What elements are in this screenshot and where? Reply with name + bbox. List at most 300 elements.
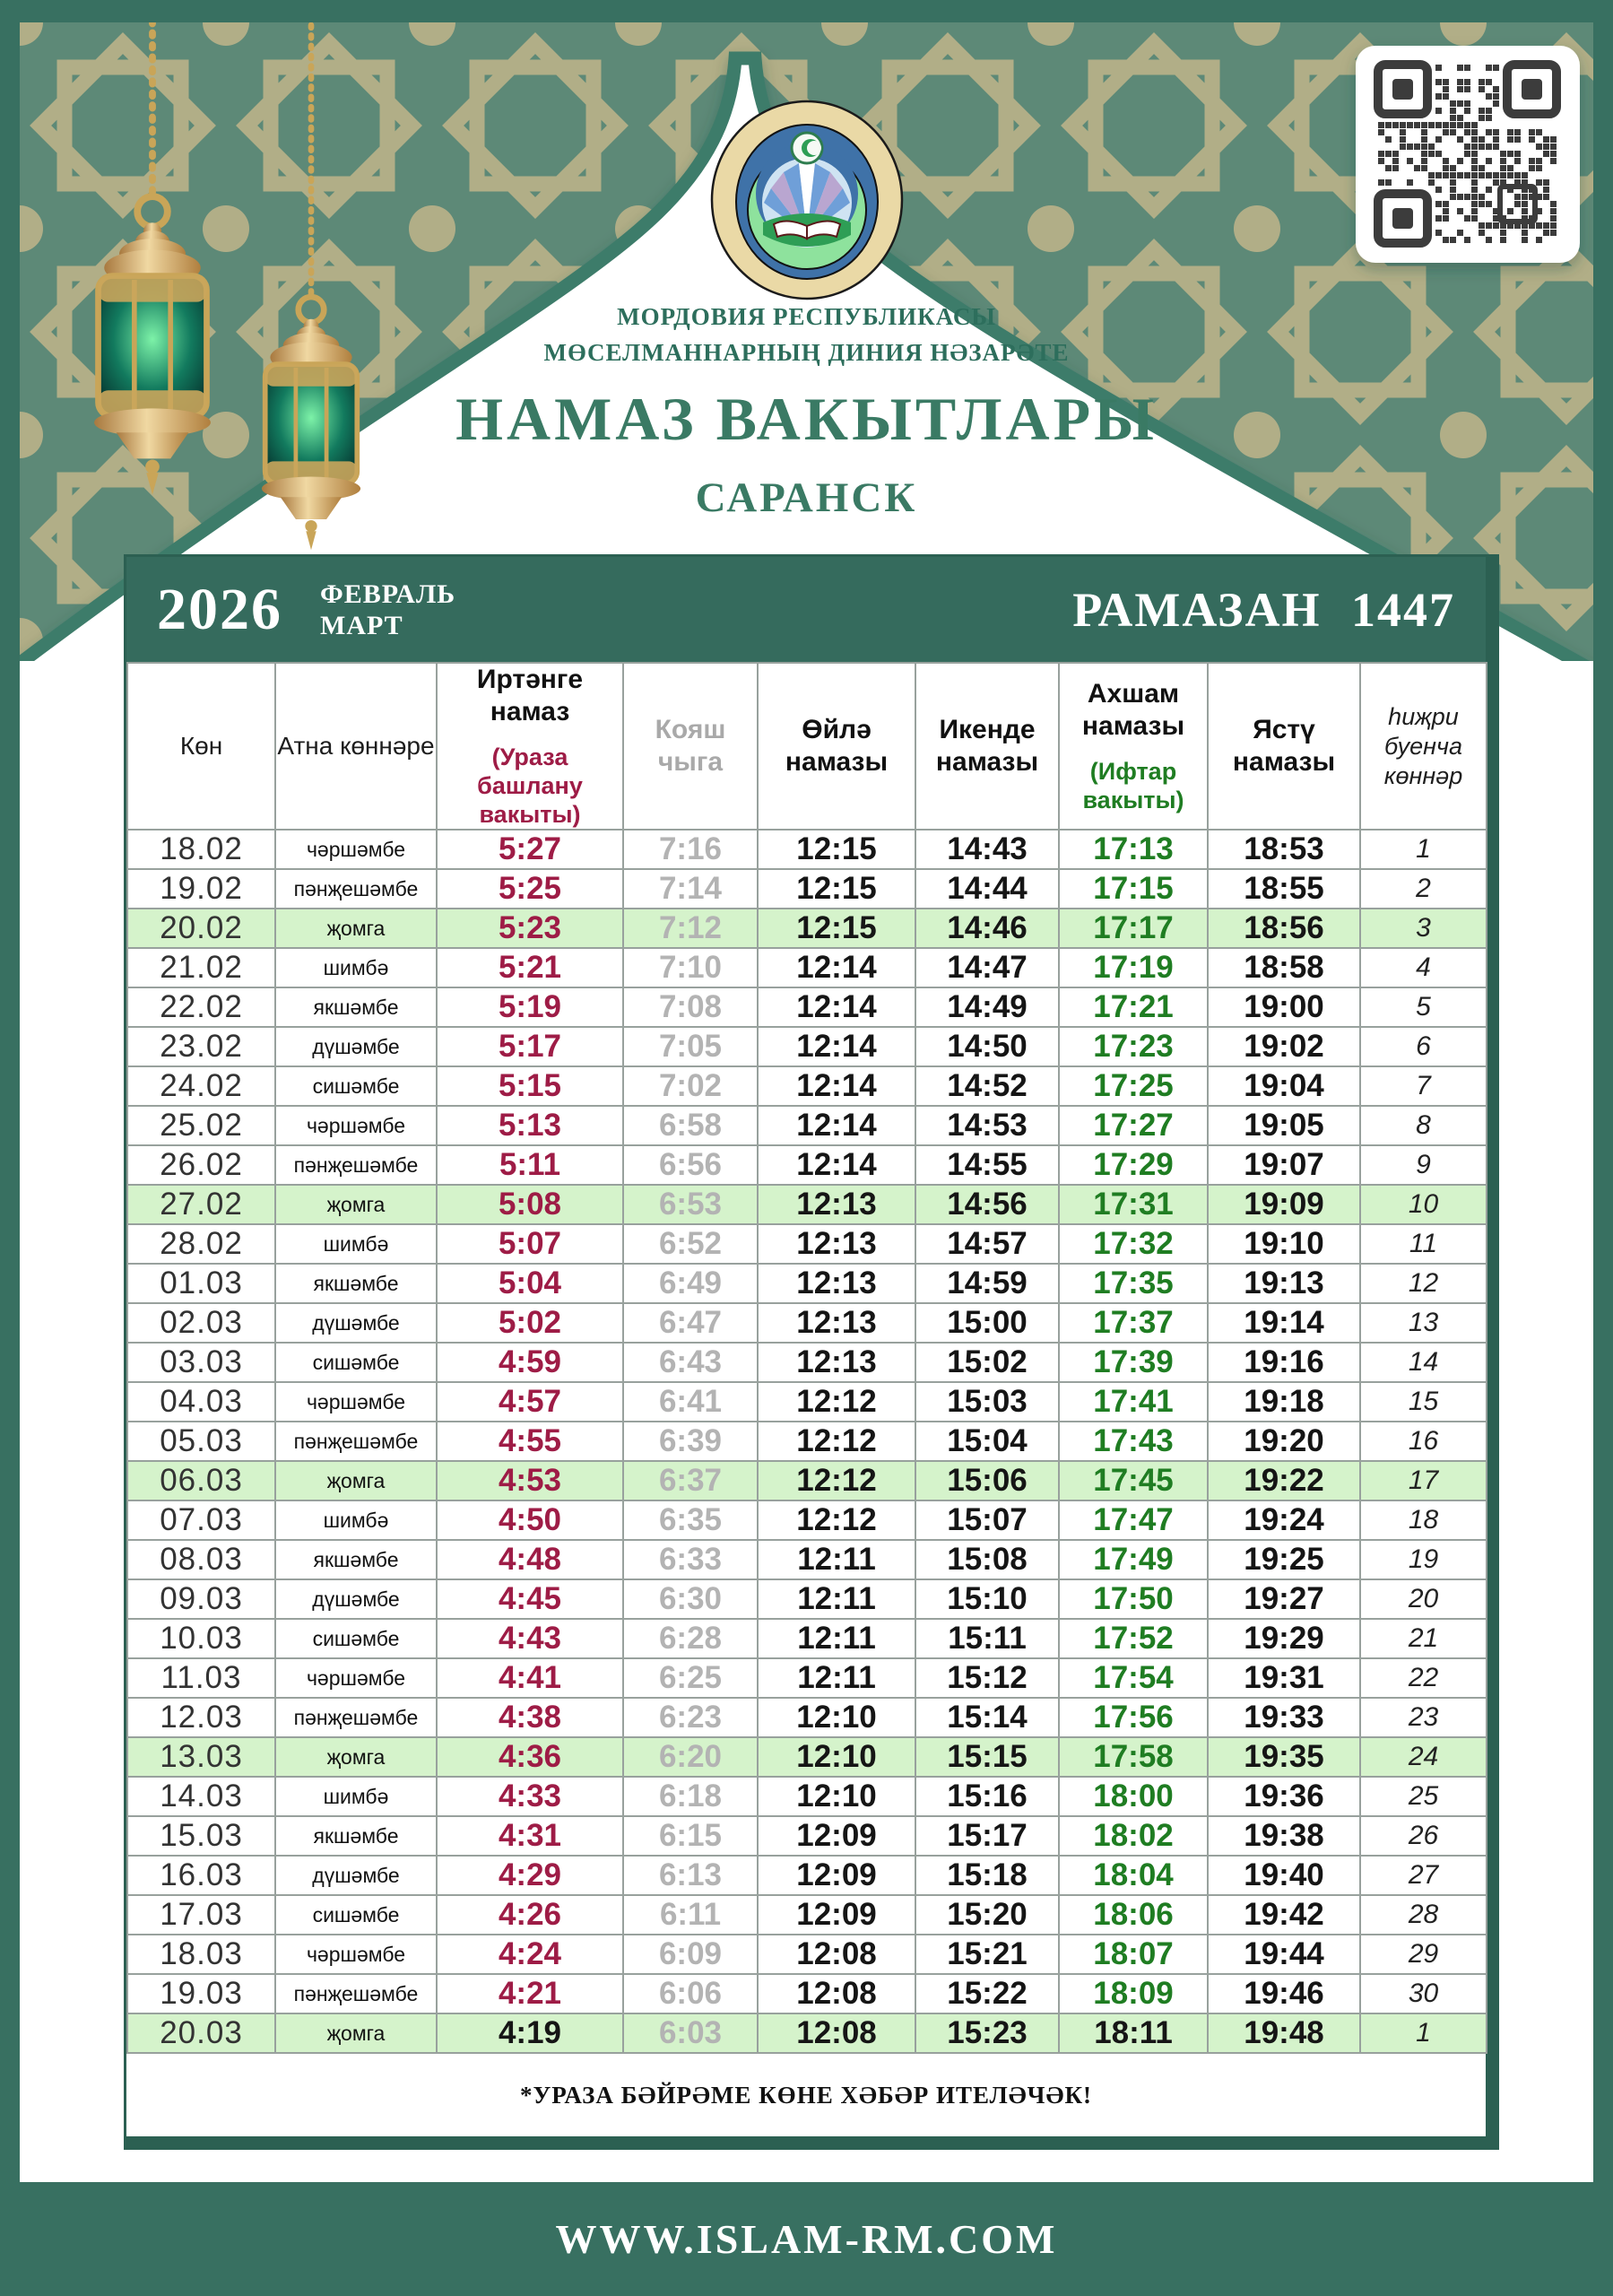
fajr-time-cell: 4:33 — [437, 1777, 623, 1816]
weekday-cell: пәнҗешәмбе — [275, 1145, 437, 1185]
dhuhr-time-cell: 12:08 — [758, 2013, 915, 2053]
table-row — [127, 909, 1487, 948]
fajr-time-cell: 4:19 — [437, 2013, 623, 2053]
fajr-time-cell: 5:11 — [437, 1145, 623, 1185]
table-row — [127, 1224, 1487, 1264]
hijri-day-cell: 15 — [1360, 1382, 1487, 1422]
isha-time-cell: 19:31 — [1208, 1658, 1360, 1698]
table-row — [127, 1698, 1487, 1737]
maghrib-time-cell: 17:27 — [1059, 1106, 1208, 1145]
fajr-time-cell: 4:53 — [437, 1461, 623, 1500]
asr-time-cell: 15:22 — [915, 1974, 1059, 2013]
isha-time-cell: 19:44 — [1208, 1935, 1360, 1974]
dhuhr-time-cell: 12:14 — [758, 1066, 915, 1106]
date-cell: 23.02 — [127, 1027, 275, 1066]
fajr-time-cell: 5:19 — [437, 987, 623, 1027]
year-label: 2026 — [157, 576, 282, 642]
weekday-cell: сишәмбе — [275, 1343, 437, 1382]
weekday-cell: шимбә — [275, 1777, 437, 1816]
dhuhr-time-cell: 12:13 — [758, 1224, 915, 1264]
date-cell: 12.03 — [127, 1698, 275, 1737]
table-row — [127, 1422, 1487, 1461]
dhuhr-time-cell: 12:14 — [758, 948, 915, 987]
asr-time-cell: 15:04 — [915, 1422, 1059, 1461]
weekday-cell: шимбә — [275, 1500, 437, 1540]
weekday-cell: якшәмбе — [275, 1540, 437, 1579]
hijri-day-cell: 28 — [1360, 1895, 1487, 1935]
dhuhr-time-cell: 12:12 — [758, 1422, 915, 1461]
table-row — [127, 1382, 1487, 1422]
table-row — [127, 1145, 1487, 1185]
col-header-dhuhr: Өйлә намазы — [758, 663, 915, 830]
maghrib-time-cell: 18:02 — [1059, 1816, 1208, 1856]
date-cell: 03.03 — [127, 1343, 275, 1382]
dhuhr-time-cell: 12:10 — [758, 1777, 915, 1816]
maghrib-time-cell: 17:35 — [1059, 1264, 1208, 1303]
fajr-time-cell: 5:02 — [437, 1303, 623, 1343]
hijri-day-cell: 12 — [1360, 1264, 1487, 1303]
weekday-cell: шимбә — [275, 1224, 437, 1264]
asr-time-cell: 14:46 — [915, 909, 1059, 948]
sunrise-time-cell: 6:03 — [623, 2013, 758, 2053]
isha-time-cell: 19:20 — [1208, 1422, 1360, 1461]
asr-time-cell: 14:52 — [915, 1066, 1059, 1106]
maghrib-time-cell: 18:09 — [1059, 1974, 1208, 2013]
hijri-day-cell: 20 — [1360, 1579, 1487, 1619]
sunrise-time-cell: 6:13 — [623, 1856, 758, 1895]
asr-time-cell: 15:10 — [915, 1579, 1059, 1619]
col-header-fajr: Иртәнге намаз (Ураза башлану вакыты) — [437, 663, 623, 830]
asr-time-cell: 15:12 — [915, 1658, 1059, 1698]
table-row — [127, 948, 1487, 987]
isha-time-cell: 19:36 — [1208, 1777, 1360, 1816]
date-cell: 14.03 — [127, 1777, 275, 1816]
date-cell: 19.03 — [127, 1974, 275, 2013]
hijri-day-cell: 29 — [1360, 1935, 1487, 1974]
isha-time-cell: 19:35 — [1208, 1737, 1360, 1777]
maghrib-time-cell: 17:37 — [1059, 1303, 1208, 1343]
date-cell: 05.03 — [127, 1422, 275, 1461]
asr-time-cell: 15:20 — [915, 1895, 1059, 1935]
weekday-cell: дүшәмбе — [275, 1027, 437, 1066]
hijri-day-cell: 1 — [1360, 830, 1487, 869]
weekday-cell: чәршәмбе — [275, 1935, 437, 1974]
maghrib-time-cell: 17:19 — [1059, 948, 1208, 987]
sunrise-time-cell: 6:53 — [623, 1185, 758, 1224]
isha-time-cell: 19:00 — [1208, 987, 1360, 1027]
website-url: WWW.ISLAM-RM.COM — [555, 2216, 1058, 2262]
maghrib-time-cell: 17:56 — [1059, 1698, 1208, 1737]
hijri-day-cell: 30 — [1360, 1974, 1487, 2013]
maghrib-time-cell: 17:39 — [1059, 1343, 1208, 1382]
table-row — [127, 1974, 1487, 2013]
table-row — [127, 869, 1487, 909]
isha-time-cell: 19:46 — [1208, 1974, 1360, 2013]
asr-time-cell: 15:03 — [915, 1382, 1059, 1422]
isha-time-cell: 19:07 — [1208, 1145, 1360, 1185]
eid-note: *УРАЗА БӘЙРӘМЕ КӨНЕ ХӘБӘР ИТЕЛӘЧӘК! — [519, 2081, 1093, 2109]
hijri-day-cell: 19 — [1360, 1540, 1487, 1579]
weekday-cell: шимбә — [275, 948, 437, 987]
hijri-day-cell: 13 — [1360, 1303, 1487, 1343]
asr-time-cell: 14:43 — [915, 830, 1059, 869]
isha-time-cell: 19:33 — [1208, 1698, 1360, 1737]
asr-time-cell: 14:44 — [915, 869, 1059, 909]
sunrise-time-cell: 6:41 — [623, 1382, 758, 1422]
fajr-time-cell: 5:27 — [437, 830, 623, 869]
fajr-time-cell: 5:25 — [437, 869, 623, 909]
isha-time-cell: 19:38 — [1208, 1816, 1360, 1856]
dhuhr-time-cell: 12:11 — [758, 1540, 915, 1579]
isha-time-cell: 19:18 — [1208, 1382, 1360, 1422]
weekday-cell: дүшәмбе — [275, 1303, 437, 1343]
months-label — [320, 578, 455, 641]
maghrib-time-cell: 17:17 — [1059, 909, 1208, 948]
fajr-time-cell: 5:04 — [437, 1264, 623, 1303]
date-cell: 15.03 — [127, 1816, 275, 1856]
asr-time-cell: 15:07 — [915, 1500, 1059, 1540]
dhuhr-time-cell: 12:13 — [758, 1264, 915, 1303]
sunrise-time-cell: 6:35 — [623, 1500, 758, 1540]
ramadan-label: РАМАЗАН 1447 — [1072, 582, 1455, 637]
weekday-cell: чәршәмбе — [275, 830, 437, 869]
dhuhr-time-cell: 12:15 — [758, 869, 915, 909]
date-cell: 18.03 — [127, 1935, 275, 1974]
weekday-cell: сишәмбе — [275, 1619, 437, 1658]
org-name-line2: МӨСЕЛМАННАРНЫҢ ДИНИЯ НӘЗАРӘТЕ — [543, 339, 1070, 366]
maghrib-time-cell: 17:45 — [1059, 1461, 1208, 1500]
fajr-time-cell: 5:08 — [437, 1185, 623, 1224]
dhuhr-time-cell: 12:13 — [758, 1185, 915, 1224]
muftiate-emblem-logo — [709, 99, 905, 301]
date-cell: 13.03 — [127, 1737, 275, 1777]
table-row — [127, 987, 1487, 1027]
sunrise-time-cell: 6:11 — [623, 1895, 758, 1935]
isha-time-cell: 19:29 — [1208, 1619, 1360, 1658]
maghrib-time-cell: 18:07 — [1059, 1935, 1208, 1974]
sunrise-time-cell: 6:56 — [623, 1145, 758, 1185]
col-header-maghrib: Ахшам намазы (Ифтар вакыты) — [1059, 663, 1208, 830]
weekday-cell: пәнҗешәмбе — [275, 869, 437, 909]
fajr-time-cell: 4:21 — [437, 1974, 623, 2013]
isha-time-cell: 19:25 — [1208, 1540, 1360, 1579]
sunrise-time-cell: 7:14 — [623, 869, 758, 909]
dhuhr-time-cell: 12:11 — [758, 1658, 915, 1698]
table-row — [127, 1500, 1487, 1540]
sunrise-time-cell: 6:23 — [623, 1698, 758, 1737]
date-cell: 22.02 — [127, 987, 275, 1027]
fajr-time-cell: 5:23 — [437, 909, 623, 948]
dhuhr-time-cell: 12:15 — [758, 830, 915, 869]
sunrise-time-cell: 7:05 — [623, 1027, 758, 1066]
dhuhr-time-cell: 12:12 — [758, 1461, 915, 1500]
sunrise-time-cell: 6:25 — [623, 1658, 758, 1698]
table-row — [127, 1579, 1487, 1619]
asr-time-cell: 14:56 — [915, 1185, 1059, 1224]
dhuhr-time-cell: 12:11 — [758, 1619, 915, 1658]
sunrise-time-cell: 6:43 — [623, 1343, 758, 1382]
maghrib-time-cell: 17:41 — [1059, 1382, 1208, 1422]
weekday-cell: җомга — [275, 1461, 437, 1500]
table-row — [127, 1540, 1487, 1579]
hijri-day-cell: 1 — [1360, 2013, 1487, 2053]
table-row — [127, 1106, 1487, 1145]
sunrise-time-cell: 6:15 — [623, 1816, 758, 1856]
table-row — [127, 1461, 1487, 1500]
weekday-cell: сишәмбе — [275, 1895, 437, 1935]
date-cell: 28.02 — [127, 1224, 275, 1264]
fajr-time-cell: 5:13 — [437, 1106, 623, 1145]
sunrise-time-cell: 6:58 — [623, 1106, 758, 1145]
asr-time-cell: 15:00 — [915, 1303, 1059, 1343]
hijri-day-cell: 11 — [1360, 1224, 1487, 1264]
calendar-band — [126, 557, 1486, 662]
date-cell: 11.03 — [127, 1658, 275, 1698]
isha-time-cell: 19:09 — [1208, 1185, 1360, 1224]
table-row — [127, 1816, 1487, 1856]
table-row — [127, 1619, 1487, 1658]
footer-band — [0, 2182, 1613, 2296]
sunrise-time-cell: 6:47 — [623, 1303, 758, 1343]
maghrib-time-cell: 18:11 — [1059, 2013, 1208, 2053]
weekday-cell: җомга — [275, 1737, 437, 1777]
asr-time-cell: 15:16 — [915, 1777, 1059, 1816]
sunrise-time-cell: 6:20 — [623, 1737, 758, 1777]
asr-time-cell: 14:57 — [915, 1224, 1059, 1264]
date-cell: 09.03 — [127, 1579, 275, 1619]
dhuhr-time-cell: 12:11 — [758, 1579, 915, 1619]
hijri-day-cell: 5 — [1360, 987, 1487, 1027]
sunrise-time-cell: 6:09 — [623, 1935, 758, 1974]
fajr-time-cell: 4:26 — [437, 1895, 623, 1935]
sunrise-time-cell: 7:12 — [623, 909, 758, 948]
maghrib-time-cell: 17:21 — [1059, 987, 1208, 1027]
hijri-day-cell: 9 — [1360, 1145, 1487, 1185]
dhuhr-time-cell: 12:10 — [758, 1698, 915, 1737]
sunrise-time-cell: 7:08 — [623, 987, 758, 1027]
note-area — [126, 2054, 1486, 2136]
maghrib-time-cell: 17:50 — [1059, 1579, 1208, 1619]
asr-time-cell: 14:47 — [915, 948, 1059, 987]
hijri-day-cell: 25 — [1360, 1777, 1487, 1816]
isha-time-cell: 19:04 — [1208, 1066, 1360, 1106]
maghrib-time-cell: 18:06 — [1059, 1895, 1208, 1935]
maghrib-time-cell: 17:43 — [1059, 1422, 1208, 1461]
col-header-day-date: Көн — [127, 663, 275, 830]
dhuhr-time-cell: 12:15 — [758, 909, 915, 948]
hijri-day-cell: 24 — [1360, 1737, 1487, 1777]
hijri-day-cell: 4 — [1360, 948, 1487, 987]
isha-time-cell: 19:40 — [1208, 1856, 1360, 1895]
dhuhr-time-cell: 12:14 — [758, 1106, 915, 1145]
col-header-sunrise: Кояш чыга — [623, 663, 758, 830]
asr-time-cell: 15:21 — [915, 1935, 1059, 1974]
sunrise-time-cell: 6:39 — [623, 1422, 758, 1461]
weekday-cell: чәршәмбе — [275, 1658, 437, 1698]
isha-time-cell: 19:22 — [1208, 1461, 1360, 1500]
fajr-time-cell: 4:45 — [437, 1579, 623, 1619]
isha-time-cell: 19:14 — [1208, 1303, 1360, 1343]
sunrise-time-cell: 6:33 — [623, 1540, 758, 1579]
prayer-times-table — [126, 662, 1487, 2054]
sunrise-time-cell: 6:52 — [623, 1224, 758, 1264]
date-cell: 17.03 — [127, 1895, 275, 1935]
hijri-day-cell: 3 — [1360, 909, 1487, 948]
maghrib-time-cell: 17:54 — [1059, 1658, 1208, 1698]
calendar-card — [124, 554, 1499, 2150]
table-header-row — [127, 663, 1487, 830]
isha-time-cell: 19:48 — [1208, 2013, 1360, 2053]
fajr-time-cell: 4:41 — [437, 1658, 623, 1698]
hijri-day-cell: 22 — [1360, 1658, 1487, 1698]
table-row — [127, 1185, 1487, 1224]
fajr-time-cell: 4:29 — [437, 1856, 623, 1895]
table-row — [127, 1658, 1487, 1698]
month-february: ФЕВРАЛЬ — [320, 578, 456, 609]
weekday-cell: чәршәмбе — [275, 1382, 437, 1422]
asr-time-cell: 15:02 — [915, 1343, 1059, 1382]
isha-time-cell: 18:56 — [1208, 909, 1360, 948]
asr-time-cell: 15:17 — [915, 1816, 1059, 1856]
sunrise-time-cell: 6:28 — [623, 1619, 758, 1658]
fajr-time-cell: 4:31 — [437, 1816, 623, 1856]
hijri-day-cell: 21 — [1360, 1619, 1487, 1658]
fajr-time-cell: 4:48 — [437, 1540, 623, 1579]
table-row — [127, 1343, 1487, 1382]
hijri-day-cell: 18 — [1360, 1500, 1487, 1540]
poster-city: САРАНСК — [695, 474, 918, 521]
maghrib-time-cell: 17:58 — [1059, 1737, 1208, 1777]
hijri-day-cell: 16 — [1360, 1422, 1487, 1461]
date-cell: 07.03 — [127, 1500, 275, 1540]
date-cell: 24.02 — [127, 1066, 275, 1106]
table-row — [127, 1303, 1487, 1343]
sunrise-time-cell: 6:06 — [623, 1974, 758, 2013]
fajr-time-cell: 5:07 — [437, 1224, 623, 1264]
asr-time-cell: 15:15 — [915, 1737, 1059, 1777]
sunrise-time-cell: 6:30 — [623, 1579, 758, 1619]
date-cell: 18.02 — [127, 830, 275, 869]
asr-time-cell: 15:14 — [915, 1698, 1059, 1737]
col-header-isha: Ястү намазы — [1208, 663, 1360, 830]
isha-time-cell: 19:24 — [1208, 1500, 1360, 1540]
maghrib-time-cell: 18:00 — [1059, 1777, 1208, 1816]
hijri-day-cell: 8 — [1360, 1106, 1487, 1145]
isha-time-cell: 18:58 — [1208, 948, 1360, 987]
asr-time-cell: 15:08 — [915, 1540, 1059, 1579]
weekday-cell: сишәмбе — [275, 1066, 437, 1106]
hijri-day-cell: 10 — [1360, 1185, 1487, 1224]
isha-time-cell: 19:16 — [1208, 1343, 1360, 1382]
dhuhr-time-cell: 12:14 — [758, 987, 915, 1027]
page-border-top — [0, 0, 1613, 22]
dhuhr-time-cell: 12:13 — [758, 1343, 915, 1382]
weekday-cell: җомга — [275, 909, 437, 948]
weekday-cell: пәнҗешәмбе — [275, 1422, 437, 1461]
table-row — [127, 1066, 1487, 1106]
sunrise-time-cell: 7:02 — [623, 1066, 758, 1106]
fajr-time-cell: 4:57 — [437, 1382, 623, 1422]
maghrib-time-cell: 17:25 — [1059, 1066, 1208, 1106]
maghrib-time-cell: 17:13 — [1059, 830, 1208, 869]
fajr-time-cell: 5:17 — [437, 1027, 623, 1066]
dhuhr-time-cell: 12:10 — [758, 1737, 915, 1777]
table-row — [127, 1737, 1487, 1777]
isha-time-cell: 19:27 — [1208, 1579, 1360, 1619]
table-row — [127, 830, 1487, 869]
sunrise-time-cell: 7:16 — [623, 830, 758, 869]
isha-time-cell: 18:55 — [1208, 869, 1360, 909]
weekday-cell: дүшәмбе — [275, 1856, 437, 1895]
dhuhr-time-cell: 12:09 — [758, 1816, 915, 1856]
maghrib-time-cell: 17:32 — [1059, 1224, 1208, 1264]
dhuhr-time-cell: 12:08 — [758, 1935, 915, 1974]
sunrise-time-cell: 6:49 — [623, 1264, 758, 1303]
asr-time-cell: 14:50 — [915, 1027, 1059, 1066]
hijri-day-cell: 7 — [1360, 1066, 1487, 1106]
weekday-cell: пәнҗешәмбе — [275, 1698, 437, 1737]
maghrib-time-cell: 17:47 — [1059, 1500, 1208, 1540]
hijri-day-cell: 14 — [1360, 1343, 1487, 1382]
maghrib-time-cell: 17:52 — [1059, 1619, 1208, 1658]
date-cell: 26.02 — [127, 1145, 275, 1185]
date-cell: 16.03 — [127, 1856, 275, 1895]
date-cell: 21.02 — [127, 948, 275, 987]
org-name-line1: МОРДОВИЯ РЕСПУБЛИКАСЫ — [617, 303, 996, 330]
asr-time-cell: 14:55 — [915, 1145, 1059, 1185]
table-row — [127, 1264, 1487, 1303]
asr-time-cell: 15:18 — [915, 1856, 1059, 1895]
date-cell: 01.03 — [127, 1264, 275, 1303]
page-border-right — [1593, 0, 1613, 2193]
asr-time-cell: 14:49 — [915, 987, 1059, 1027]
date-cell: 02.03 — [127, 1303, 275, 1343]
sunrise-time-cell: 6:37 — [623, 1461, 758, 1500]
page-border-left — [0, 0, 20, 2193]
dhuhr-time-cell: 12:14 — [758, 1145, 915, 1185]
table-row — [127, 2013, 1487, 2053]
maghrib-time-cell: 18:04 — [1059, 1856, 1208, 1895]
date-cell: 08.03 — [127, 1540, 275, 1579]
weekday-cell: чәршәмбе — [275, 1106, 437, 1145]
maghrib-time-cell: 17:49 — [1059, 1540, 1208, 1579]
fajr-time-cell: 4:50 — [437, 1500, 623, 1540]
weekday-cell: якшәмбе — [275, 1264, 437, 1303]
hijri-day-cell: 23 — [1360, 1698, 1487, 1737]
month-march: МАРТ — [320, 610, 403, 640]
date-cell: 10.03 — [127, 1619, 275, 1658]
dhuhr-time-cell: 12:09 — [758, 1856, 915, 1895]
asr-time-cell: 14:53 — [915, 1106, 1059, 1145]
maghrib-time-cell: 17:15 — [1059, 869, 1208, 909]
sunrise-time-cell: 7:10 — [623, 948, 758, 987]
date-cell: 20.02 — [127, 909, 275, 948]
maghrib-time-cell: 17:23 — [1059, 1027, 1208, 1066]
hijri-day-cell: 17 — [1360, 1461, 1487, 1500]
fajr-time-cell: 5:21 — [437, 948, 623, 987]
date-cell: 06.03 — [127, 1461, 275, 1500]
hijri-day-cell: 26 — [1360, 1816, 1487, 1856]
date-cell: 25.02 — [127, 1106, 275, 1145]
dhuhr-time-cell: 12:13 — [758, 1303, 915, 1343]
fajr-time-cell: 4:36 — [437, 1737, 623, 1777]
isha-time-cell: 19:05 — [1208, 1106, 1360, 1145]
fajr-time-cell: 5:15 — [437, 1066, 623, 1106]
date-cell: 27.02 — [127, 1185, 275, 1224]
dhuhr-time-cell: 12:08 — [758, 1974, 915, 2013]
sunrise-time-cell: 6:18 — [623, 1777, 758, 1816]
isha-time-cell: 19:13 — [1208, 1264, 1360, 1303]
